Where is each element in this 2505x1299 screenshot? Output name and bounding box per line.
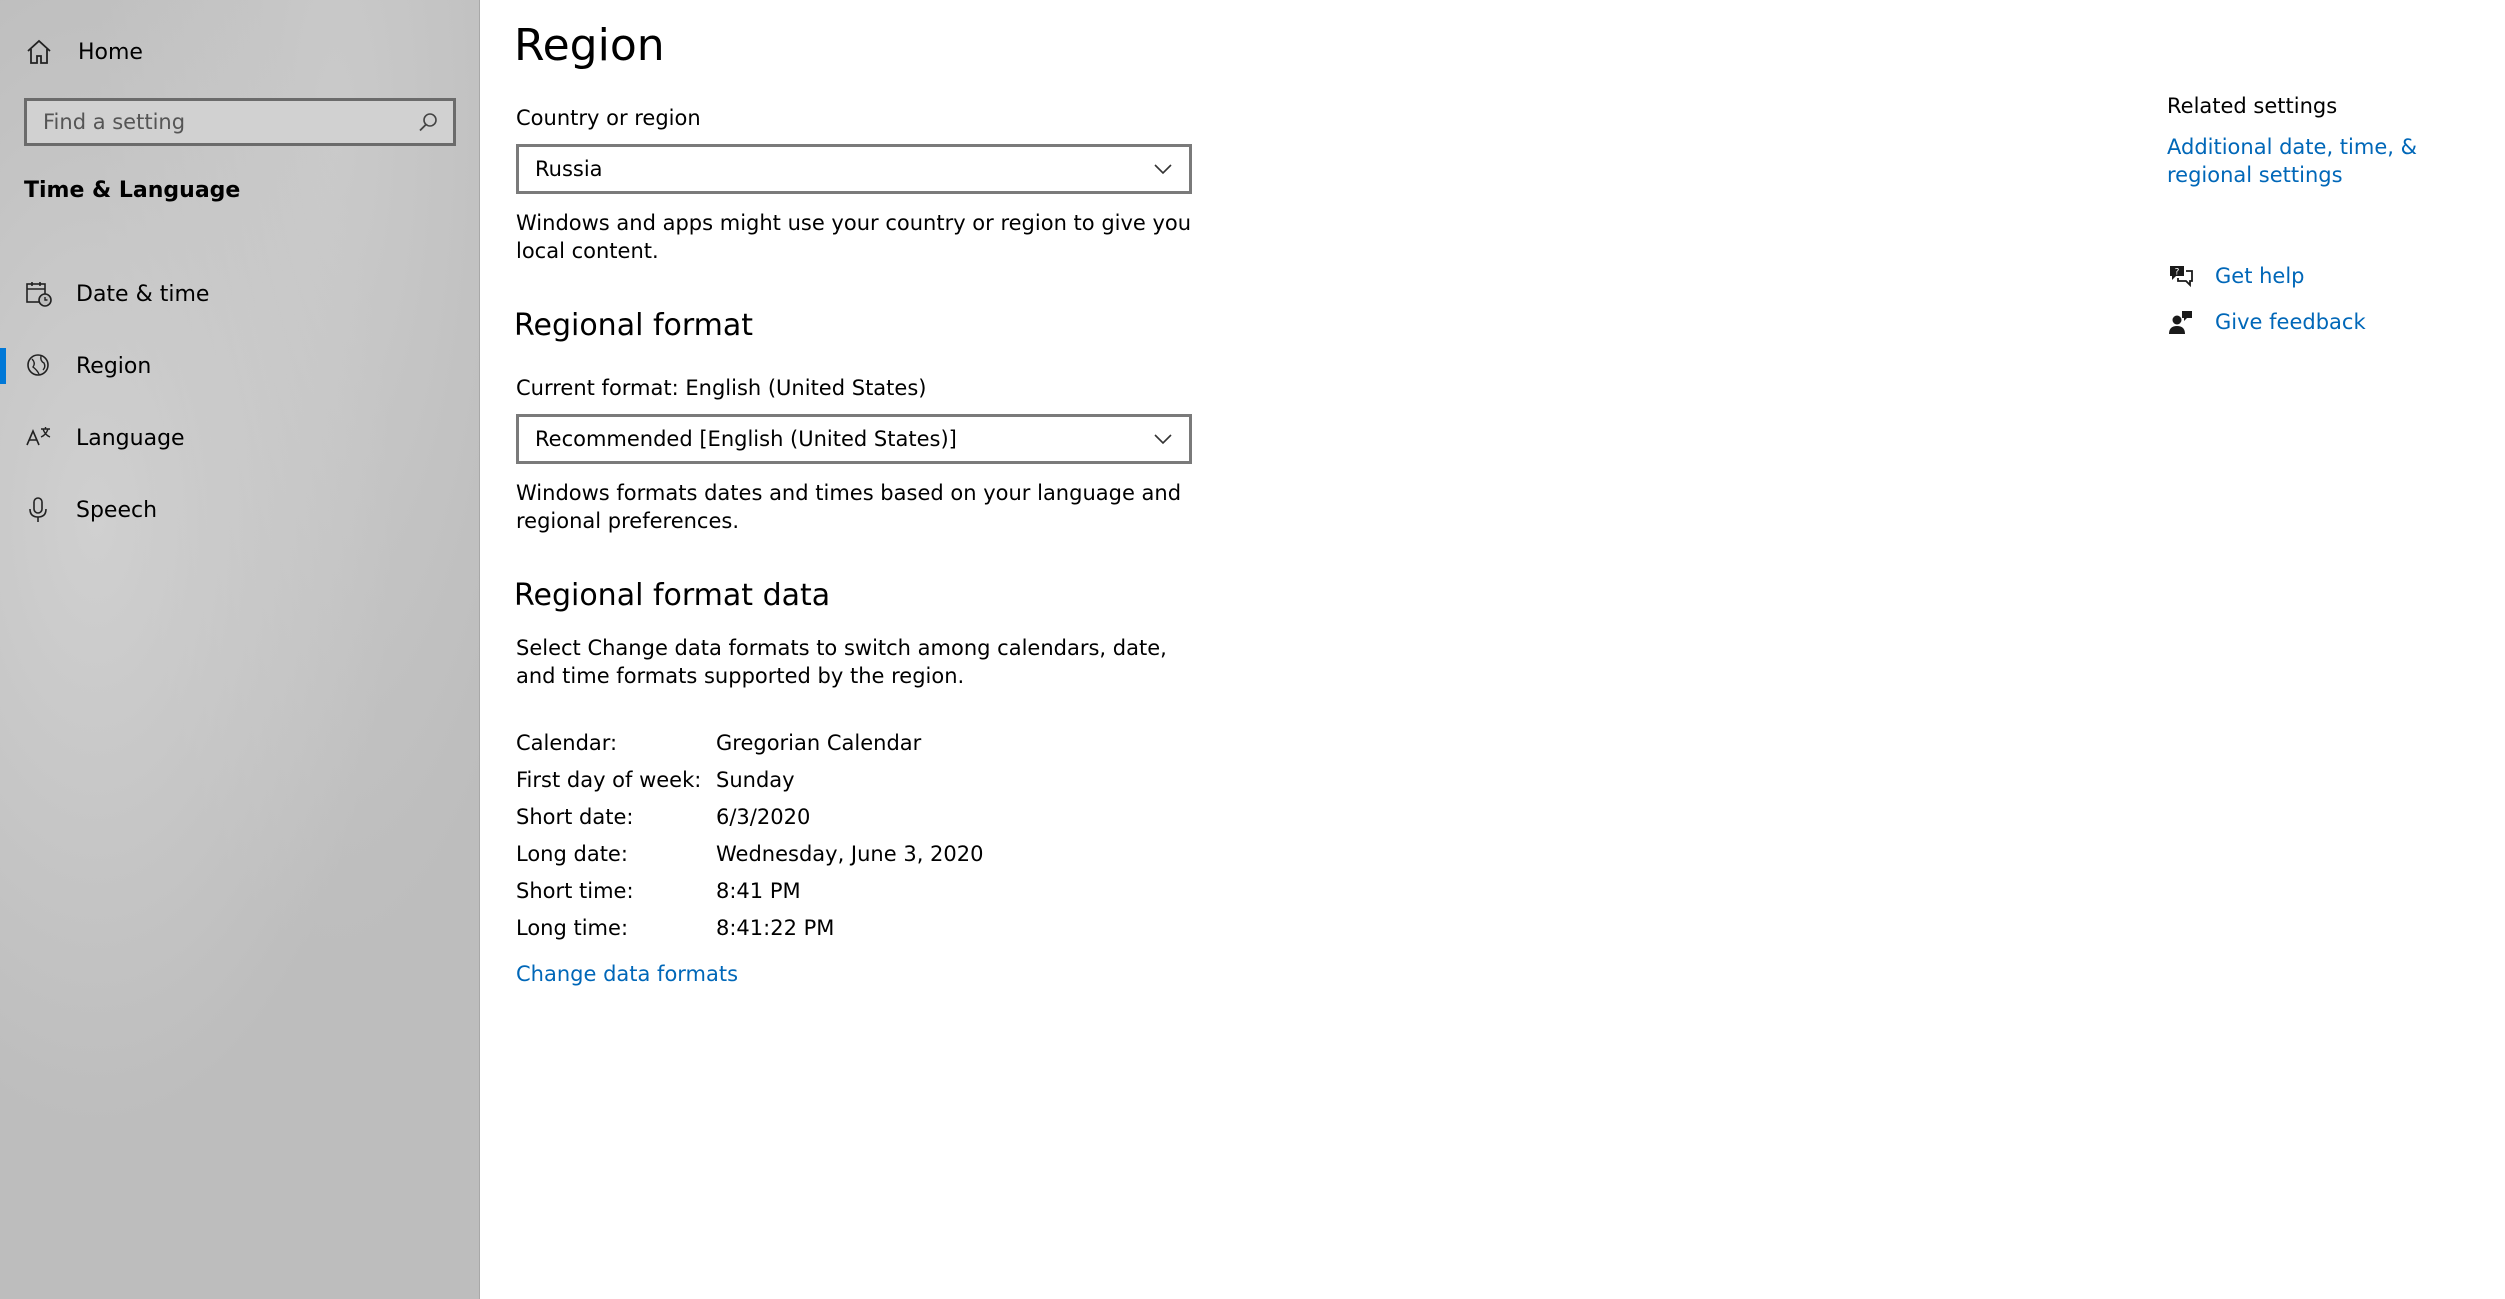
regional-format-dropdown[interactable] [516, 414, 1192, 464]
search-box[interactable] [24, 98, 456, 146]
sidebar-nav-list [0, 258, 480, 546]
feedback-person-icon [2167, 308, 2195, 336]
format-data-value: 8:41:22 PM [716, 915, 835, 940]
get-help-row[interactable] [2167, 259, 2305, 293]
format-data-value: 6/3/2020 [716, 804, 811, 829]
country-dropdown[interactable] [516, 144, 1192, 194]
current-format-label: Current format: English (United States) [516, 376, 927, 400]
calendar-clock-icon [24, 279, 54, 309]
related-settings-title: Related settings [2167, 94, 2338, 118]
format-data-row [516, 872, 984, 909]
country-dropdown-value: Russia [535, 157, 603, 181]
country-label: Country or region [516, 106, 701, 130]
give-feedback-link[interactable]: Give feedback [2215, 310, 2366, 334]
search-icon[interactable] [417, 111, 439, 133]
chevron-down-icon [1153, 429, 1173, 449]
sidebar-item-label: Region [76, 353, 152, 379]
format-data-row [516, 761, 984, 798]
page-title: Region [514, 20, 665, 71]
format-data-key: Long time: [516, 915, 629, 940]
help-chat-icon [2167, 262, 2195, 290]
microphone-icon [24, 495, 54, 525]
sidebar-item-label: Speech [76, 497, 158, 523]
format-data-key: Short time: [516, 878, 634, 903]
chevron-down-icon [1153, 159, 1173, 179]
sidebar-item-language[interactable] [0, 402, 480, 474]
format-data-key: First day of week: [516, 767, 702, 792]
home-nav-item[interactable] [24, 30, 143, 74]
sidebar-item-date-time[interactable] [0, 258, 480, 330]
format-data-heading: Regional format data [514, 578, 831, 613]
sidebar-section-title: Time & Language [24, 178, 241, 203]
format-data-value: Gregorian Calendar [716, 730, 922, 755]
search-input[interactable] [41, 109, 417, 135]
format-data-row [516, 724, 984, 761]
regional-format-description: Windows formats dates and times based on your language and regional preferences. [516, 481, 1182, 533]
format-data-description: Select Change data formats to switch among calendars, date, and time formats supported by the region. [516, 636, 1167, 688]
home-icon [24, 37, 54, 67]
country-description: Windows and apps might use your country or region to give you local content. [516, 211, 1192, 263]
get-help-link[interactable]: Get help [2215, 264, 2305, 288]
format-data-key: Calendar: [516, 730, 618, 755]
format-data-value: 8:41 PM [716, 878, 801, 903]
format-data-table [516, 724, 984, 946]
regional-format-dropdown-value: Recommended [English (United States)] [535, 427, 957, 451]
format-data-key: Short date: [516, 804, 634, 829]
sidebar-item-label: Date & time [76, 281, 210, 307]
sidebar [0, 0, 480, 1299]
sidebar-item-region[interactable] [0, 330, 480, 402]
give-feedback-row[interactable] [2167, 305, 2366, 339]
svg-text:?: ? [2174, 267, 2180, 278]
regional-format-heading: Regional format [514, 308, 754, 343]
format-data-value: Wednesday, June 3, 2020 [716, 841, 984, 866]
globe-icon [24, 351, 54, 381]
home-label: Home [78, 39, 143, 65]
language-icon [24, 423, 54, 453]
format-data-row [516, 835, 984, 872]
format-data-row [516, 909, 984, 946]
sidebar-item-speech[interactable] [0, 474, 480, 546]
change-data-formats-link[interactable]: Change data formats [516, 962, 739, 986]
format-data-key: Long date: [516, 841, 628, 866]
format-data-row [516, 798, 984, 835]
additional-settings-link[interactable]: Additional date, time, & regional settings [2167, 135, 2417, 187]
format-data-value: Sunday [716, 767, 795, 792]
sidebar-item-label: Language [76, 425, 185, 451]
